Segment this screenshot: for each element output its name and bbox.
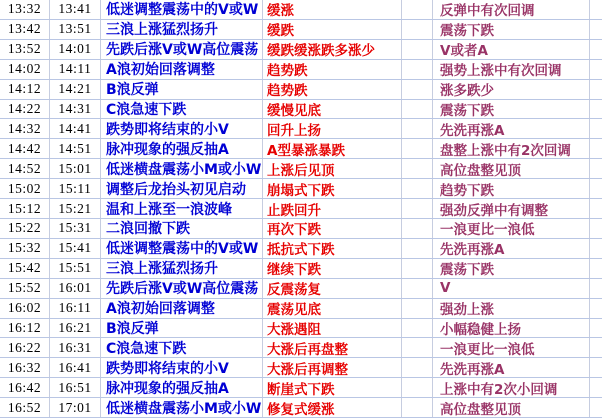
cell-market-note[interactable]: 震荡下跌 — [433, 20, 590, 39]
cell-trend-forecast[interactable]: 抵抗式下跌 — [263, 239, 402, 258]
cell-trend-forecast[interactable]: 止跌回升 — [263, 199, 402, 218]
cell-time-start[interactable]: 14:02 — [0, 60, 50, 79]
table-row — [0, 378, 602, 398]
cell-time-end[interactable]: 15:31 — [50, 219, 101, 238]
cell-spacer[interactable] — [402, 338, 433, 357]
cell-time-start[interactable]: 14:12 — [0, 80, 50, 99]
table-row — [0, 219, 602, 239]
cell-edge-spacer[interactable] — [590, 319, 602, 338]
cell-spacer[interactable] — [402, 139, 433, 158]
cell-spacer[interactable] — [402, 119, 433, 138]
cell-wave-pattern[interactable]: B浪反弹 — [101, 80, 263, 99]
cell-time-end[interactable]: 13:41 — [50, 0, 101, 19]
cell-time-end[interactable]: 15:21 — [50, 199, 101, 218]
cell-edge-spacer[interactable] — [590, 139, 602, 158]
cell-market-note[interactable]: 一浪更比一浪低 — [433, 219, 590, 238]
cell-time-end[interactable]: 14:31 — [50, 100, 101, 119]
cell-wave-pattern[interactable]: 跌势即将结束的小V — [101, 358, 263, 377]
cell-time-start[interactable]: 15:52 — [0, 279, 50, 298]
cell-time-start[interactable]: 15:12 — [0, 199, 50, 218]
cell-wave-pattern[interactable]: 脉冲现象的强反抽A — [101, 139, 263, 158]
cell-wave-pattern[interactable]: 三浪上涨猛烈扬升 — [101, 20, 263, 39]
cell-spacer[interactable] — [402, 60, 433, 79]
cell-spacer[interactable] — [402, 0, 433, 19]
cell-time-end[interactable]: 16:51 — [50, 378, 101, 397]
cell-edge-spacer[interactable] — [590, 338, 602, 357]
cell-wave-pattern[interactable]: 三浪上涨猛烈扬升 — [101, 259, 263, 278]
cell-spacer[interactable] — [402, 319, 433, 338]
table-row — [0, 398, 602, 418]
cell-spacer[interactable] — [402, 80, 433, 99]
cell-spacer[interactable] — [402, 199, 433, 218]
cell-market-note[interactable]: V或者A — [433, 40, 590, 59]
cell-spacer[interactable] — [402, 378, 433, 397]
cell-market-note[interactable]: 震荡下跌 — [433, 259, 590, 278]
cell-market-note[interactable]: 先洗再涨A — [433, 239, 590, 258]
table-row — [0, 159, 602, 179]
cell-time-end[interactable]: 15:01 — [50, 159, 101, 178]
cell-spacer[interactable] — [402, 398, 433, 417]
cell-market-note[interactable]: 一浪更比一浪低 — [433, 338, 590, 357]
cell-wave-pattern[interactable]: A浪初始回落调整 — [101, 60, 263, 79]
cell-edge-spacer[interactable] — [590, 358, 602, 377]
cell-wave-pattern[interactable]: 低迷横盘震荡小M或小W — [101, 159, 263, 178]
cell-time-start[interactable]: 15:42 — [0, 259, 50, 278]
cell-trend-forecast[interactable]: 崩塌式下跌 — [263, 179, 402, 198]
cell-edge-spacer[interactable] — [590, 0, 602, 19]
cell-time-start[interactable]: 16:12 — [0, 319, 50, 338]
cell-edge-spacer[interactable] — [590, 398, 602, 417]
cell-wave-pattern[interactable]: C浪急速下跌 — [101, 100, 263, 119]
table-row — [0, 299, 602, 319]
cell-time-start[interactable]: 15:02 — [0, 179, 50, 198]
cell-wave-pattern[interactable]: 二浪回撤下跌 — [101, 219, 263, 238]
cell-wave-pattern[interactable]: 先跌后涨V或W高位震荡 — [101, 40, 263, 59]
cell-market-note[interactable]: 盘整上涨中有2次回调 — [433, 139, 590, 158]
cell-trend-forecast[interactable]: 修复式缓涨 — [263, 398, 402, 417]
table-row — [0, 119, 602, 139]
cell-market-note[interactable]: 高位盘整见顶 — [433, 159, 590, 178]
cell-edge-spacer[interactable] — [590, 100, 602, 119]
table-row — [0, 199, 602, 219]
cell-trend-forecast[interactable]: 大涨遇阻 — [263, 319, 402, 338]
cell-trend-forecast[interactable]: 缓跌缓涨跌多涨少 — [263, 40, 402, 59]
cell-time-end[interactable]: 14:51 — [50, 139, 101, 158]
cell-time-end[interactable]: 14:21 — [50, 80, 101, 99]
cell-edge-spacer[interactable] — [590, 199, 602, 218]
cell-trend-forecast[interactable]: 缓跌 — [263, 20, 402, 39]
cell-wave-pattern[interactable]: A浪初始回落调整 — [101, 299, 263, 318]
cell-time-start[interactable]: 13:42 — [0, 20, 50, 39]
cell-trend-forecast[interactable]: 趋势跌 — [263, 60, 402, 79]
table-row — [0, 179, 602, 199]
cell-wave-pattern[interactable]: 跌势即将结束的小V — [101, 119, 263, 138]
cell-time-end[interactable]: 15:41 — [50, 239, 101, 258]
cell-time-start[interactable]: 13:52 — [0, 40, 50, 59]
cell-trend-forecast[interactable]: 震荡见底 — [263, 299, 402, 318]
cell-wave-pattern[interactable]: 脉冲现象的强反抽A — [101, 378, 263, 397]
cell-trend-forecast[interactable]: 缓慢见底 — [263, 100, 402, 119]
cell-time-end[interactable]: 17:01 — [50, 398, 101, 417]
cell-time-start[interactable]: 16:22 — [0, 338, 50, 357]
cell-trend-forecast[interactable]: 缓涨 — [263, 0, 402, 19]
table-row — [0, 139, 602, 159]
cell-market-note[interactable]: 上涨中有2次小回调 — [433, 378, 590, 397]
cell-trend-forecast[interactable]: 大涨后再调整 — [263, 358, 402, 377]
cell-trend-forecast[interactable]: 回升上扬 — [263, 119, 402, 138]
cell-time-start[interactable]: 15:22 — [0, 219, 50, 238]
cell-trend-forecast[interactable]: A型暴涨暴跌 — [263, 139, 402, 158]
cell-market-note[interactable]: 强劲上涨 — [433, 299, 590, 318]
cell-market-note[interactable]: 先洗再涨A — [433, 358, 590, 377]
cell-time-end[interactable]: 15:51 — [50, 259, 101, 278]
cell-edge-spacer[interactable] — [590, 20, 602, 39]
cell-time-start[interactable]: 14:52 — [0, 159, 50, 178]
cell-time-end[interactable]: 13:51 — [50, 20, 101, 39]
cell-time-end[interactable]: 14:11 — [50, 60, 101, 79]
cell-edge-spacer[interactable] — [590, 40, 602, 59]
cell-market-note[interactable]: V — [433, 279, 590, 298]
cell-time-end[interactable]: 14:01 — [50, 40, 101, 59]
cell-time-start[interactable]: 16:42 — [0, 378, 50, 397]
cell-time-start[interactable]: 16:02 — [0, 299, 50, 318]
table-row — [0, 319, 602, 339]
cell-spacer[interactable] — [402, 299, 433, 318]
cell-spacer[interactable] — [402, 40, 433, 59]
cell-market-note[interactable]: 震荡下跌 — [433, 100, 590, 119]
cell-edge-spacer[interactable] — [590, 159, 602, 178]
cell-time-end[interactable]: 16:21 — [50, 319, 101, 338]
cell-wave-pattern[interactable]: 低迷横盘震荡小M或小W — [101, 398, 263, 417]
cell-time-end[interactable]: 14:41 — [50, 119, 101, 138]
cell-time-start[interactable]: 16:32 — [0, 358, 50, 377]
cell-wave-pattern[interactable]: 低迷调整震荡中的V或W — [101, 0, 263, 19]
cell-market-note[interactable]: 小幅稳健上扬 — [433, 319, 590, 338]
cell-edge-spacer[interactable] — [590, 259, 602, 278]
cell-spacer[interactable] — [402, 20, 433, 39]
table-row — [0, 80, 602, 100]
cell-time-end[interactable]: 16:41 — [50, 358, 101, 377]
cell-trend-forecast[interactable]: 大涨后再盘整 — [263, 338, 402, 357]
cell-trend-forecast[interactable]: 继续下跌 — [263, 259, 402, 278]
cell-trend-forecast[interactable]: 再次下跌 — [263, 219, 402, 238]
cell-spacer[interactable] — [402, 358, 433, 377]
cell-market-note[interactable]: 强势上涨中有次回调 — [433, 60, 590, 79]
cell-market-note[interactable]: 涨多跌少 — [433, 80, 590, 99]
table-row — [0, 0, 602, 20]
cell-time-start[interactable]: 13:32 — [0, 0, 50, 19]
cell-trend-forecast[interactable]: 断崖式下跌 — [263, 378, 402, 397]
cell-spacer[interactable] — [402, 239, 433, 258]
cell-edge-spacer[interactable] — [590, 80, 602, 99]
cell-wave-pattern[interactable]: 低迷调整震荡中的V或W — [101, 239, 263, 258]
cell-market-note[interactable]: 趋势下跌 — [433, 179, 590, 198]
cell-wave-pattern[interactable]: 调整后龙抬头初见启动 — [101, 179, 263, 198]
cell-time-end[interactable]: 15:11 — [50, 179, 101, 198]
cell-spacer[interactable] — [402, 259, 433, 278]
cell-market-note[interactable]: 强劲反弹中有调整 — [433, 199, 590, 218]
cell-edge-spacer[interactable] — [590, 378, 602, 397]
table-row — [0, 100, 602, 120]
cell-edge-spacer[interactable] — [590, 119, 602, 138]
cell-time-start[interactable]: 14:22 — [0, 100, 50, 119]
cell-trend-forecast[interactable]: 上涨后见顶 — [263, 159, 402, 178]
cell-spacer[interactable] — [402, 279, 433, 298]
cell-wave-pattern[interactable]: C浪急速下跌 — [101, 338, 263, 357]
cell-wave-pattern[interactable]: B浪反弹 — [101, 319, 263, 338]
cell-wave-pattern[interactable]: 先跌后涨V或W高位震荡 — [101, 279, 263, 298]
cell-trend-forecast[interactable]: 趋势跌 — [263, 80, 402, 99]
cell-spacer[interactable] — [402, 179, 433, 198]
table-row — [0, 338, 602, 358]
cell-wave-pattern[interactable]: 温和上涨至一浪波峰 — [101, 199, 263, 218]
table-row — [0, 20, 602, 40]
cell-spacer[interactable] — [402, 159, 433, 178]
cell-time-end[interactable]: 16:31 — [50, 338, 101, 357]
cell-edge-spacer[interactable] — [590, 279, 602, 298]
cell-spacer[interactable] — [402, 100, 433, 119]
cell-spacer[interactable] — [402, 219, 433, 238]
table-row — [0, 60, 602, 80]
cell-trend-forecast[interactable]: 反震荡复 — [263, 279, 402, 298]
table-row — [0, 279, 602, 299]
cell-market-note[interactable]: 高位盘整见顶 — [433, 398, 590, 417]
cell-time-end[interactable]: 16:11 — [50, 299, 101, 318]
table-row — [0, 40, 602, 60]
cell-edge-spacer[interactable] — [590, 179, 602, 198]
cell-edge-spacer[interactable] — [590, 299, 602, 318]
cell-edge-spacer[interactable] — [590, 219, 602, 238]
cell-time-end[interactable]: 16:01 — [50, 279, 101, 298]
cell-time-start[interactable]: 14:42 — [0, 139, 50, 158]
cell-edge-spacer[interactable] — [590, 60, 602, 79]
table-row — [0, 259, 602, 279]
cell-edge-spacer[interactable] — [590, 239, 602, 258]
cell-market-note[interactable]: 先洗再涨A — [433, 119, 590, 138]
table-row — [0, 358, 602, 378]
cell-time-start[interactable]: 15:32 — [0, 239, 50, 258]
cell-time-start[interactable]: 16:52 — [0, 398, 50, 417]
table-row — [0, 239, 602, 259]
cell-time-start[interactable]: 14:32 — [0, 119, 50, 138]
cell-market-note[interactable]: 反弹中有次回调 — [433, 0, 590, 19]
